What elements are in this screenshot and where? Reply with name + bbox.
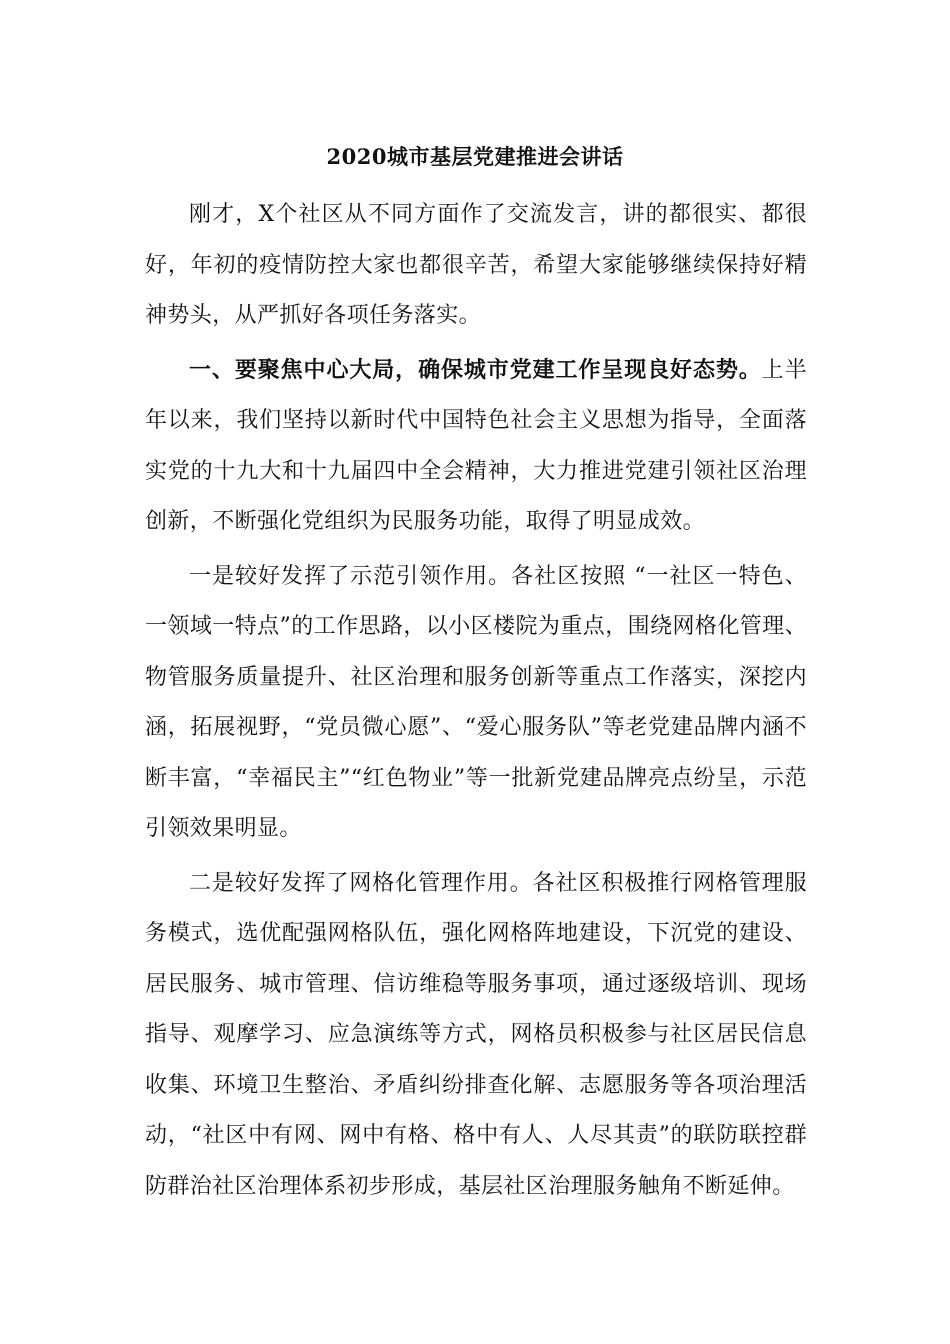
paragraph-section-one bbox=[145, 345, 807, 548]
paragraph-text: 二是较好发挥了网格化管理作用。各社区积极推行网格管理服务模式，选优配强网格队伍，强化网格阵地建设，下沉党的建设、居民服务、城市管理、信访维稳等服务事项，通过逐级培训、现场指导、观摩学习、应急演练等方式，网格员积极参与社区居民信息收集、环境卫生整治、矛盾纠纷排查化解、志愿服务等各项治理活动，“社区中有网、网中有格、格中有人、人尽其责”的联防联控群防群治社区治理体系初步形成，基层社区治理服务触角不断延伸。 bbox=[145, 870, 807, 1199]
paragraph-opening bbox=[145, 189, 807, 342]
document-body bbox=[145, 189, 807, 1215]
paragraph-point-two bbox=[145, 858, 807, 1213]
paragraph-text: 上半年以来，我们坚持以新时代中国特色社会主义思想为指导，全面落实党的十九大和十九届四中全会精神，大力推进党建引领社区治理创新，不断强化党组织为民服务功能，取得了明显成效。 bbox=[145, 357, 807, 534]
paragraph-point-one bbox=[145, 551, 807, 855]
document-title: 2020城市基层党建推进会讲话 bbox=[326, 144, 624, 169]
section-heading: 一、要聚焦中心大局，确保城市党建工作呈现良好态势。 bbox=[189, 356, 762, 383]
paragraph-text: 一是较好发挥了示范引领作用。各社区按照 “一社区一特色、一领域一特点”的工作思路，以小区楼院为重点，围绕网格化管理、物管服务质量提升、社区治理和服务创新等重点工作落实，深挖内涵，拓展视野，“党员微心愿”、“爱心服务队”等老党建品牌内涵不断丰富，“幸福民主”“红色物业”等一批新党建品牌亮点纷呈，示范引领效果明显。 bbox=[145, 563, 807, 841]
paragraph-text: 刚才，X个社区从不同方面作了交流发言，讲的都很实、都很好，年初的疫情防控大家也都很辛苦，希望大家能够继续保持好精神势头，从严抓好各项任务落实。 bbox=[145, 202, 807, 328]
